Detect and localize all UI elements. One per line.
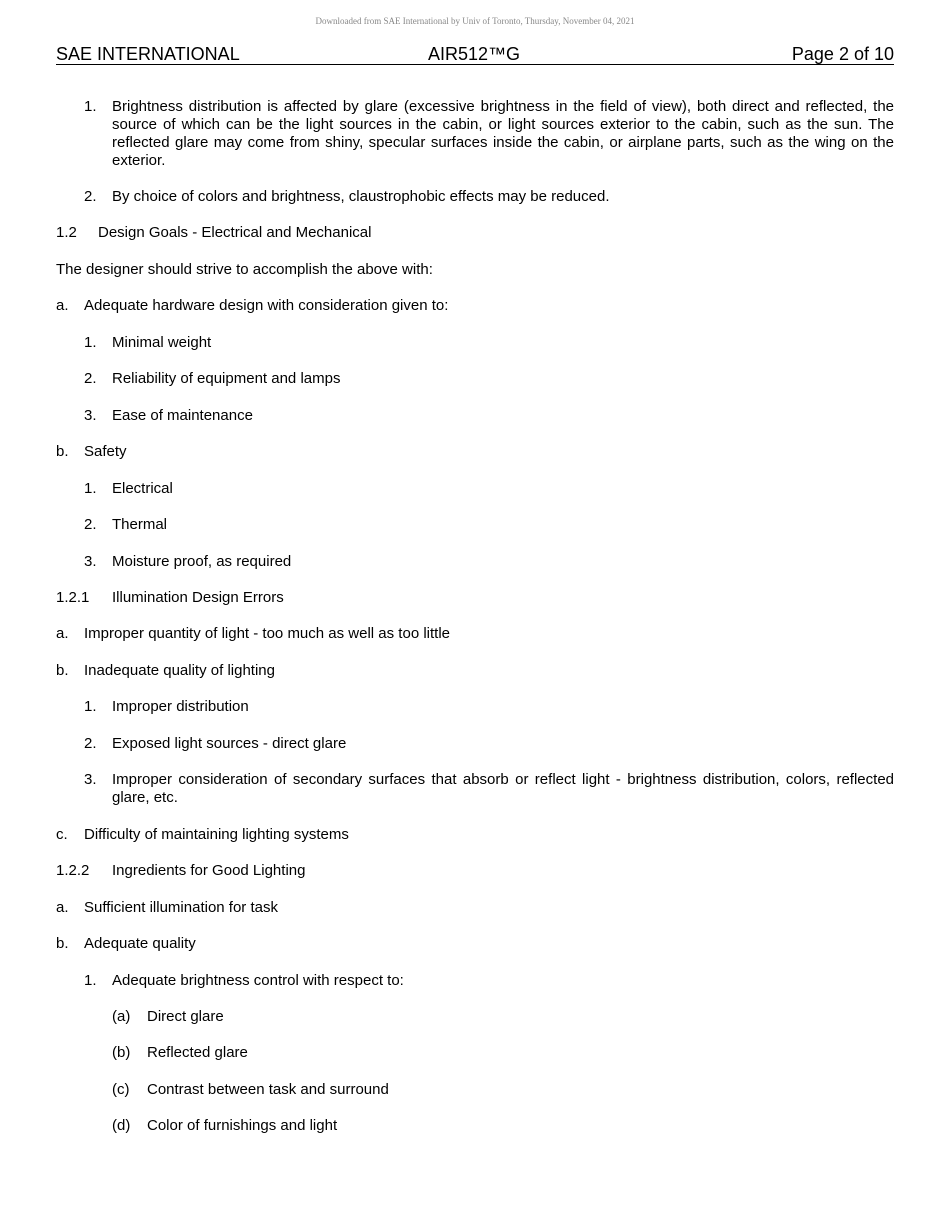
- paragraph-text: The designer should strive to accomplish the above with:: [56, 261, 433, 278]
- list-item-text: Brightness distribution is affected by glare (excessive brightness in the field of view), both direct and reflected, the source of which can be the light sources in the cabin, or light sources exterior to the cabin, such as the sun. The reflected glare may come from shiny, specular surfaces inside the cabin, or airplane parts, such as the wing on the exterior.: [112, 98, 894, 169]
- list-label: 2.: [84, 735, 97, 752]
- header-org: SAE INTERNATIONAL: [56, 44, 240, 64]
- list-item-text: By choice of colors and brightness, claustrophobic effects may be reduced.: [112, 188, 610, 205]
- header-page-number: Page 2 of 10: [791, 44, 894, 64]
- download-watermark: Downloaded from SAE International by Univ of Toronto, Thursday, November 04, 2021: [315, 16, 635, 26]
- list-label: 1.: [84, 698, 97, 715]
- list-label: 2.: [84, 188, 97, 205]
- list-item-text: Direct glare: [147, 1008, 224, 1025]
- list-label: 1.: [84, 972, 97, 989]
- list-label: (d): [112, 1117, 131, 1134]
- section-number: 1.2.1: [56, 589, 90, 606]
- list-label: a.: [56, 899, 69, 916]
- list-label: 1.: [84, 98, 97, 115]
- list-label: (b): [112, 1044, 131, 1061]
- list-label: (c): [112, 1081, 130, 1098]
- list-item-text: Inadequate quality of lighting: [84, 662, 275, 679]
- list-label: b.: [56, 935, 69, 952]
- list-item-text: Ease of maintenance: [112, 407, 253, 424]
- list-item-text: Safety: [84, 443, 127, 460]
- list-item-text: Color of furnishings and light: [147, 1117, 338, 1134]
- list-item-text: Moisture proof, as required: [112, 553, 292, 570]
- section-title: Ingredients for Good Lighting: [112, 862, 306, 879]
- list-item-text: Thermal: [112, 516, 168, 533]
- list-label: b.: [56, 443, 69, 460]
- list-label: a.: [56, 625, 69, 642]
- list-item-text: Improper distribution: [112, 698, 249, 715]
- list-item-text: Improper consideration of secondary surfaces that absorb or reflect light - brightness distribution, colors, reflected glare, etc.: [112, 771, 894, 806]
- list-item-text: Adequate quality: [84, 935, 196, 952]
- list-item-text: Minimal weight: [112, 334, 212, 351]
- list-label: 2.: [84, 370, 97, 387]
- list-label: b.: [56, 662, 69, 679]
- list-item-text: Improper quantity of light - too much as well as too little: [84, 625, 451, 642]
- list-item-text: Contrast between task and surround: [147, 1081, 389, 1098]
- section-title: Illumination Design Errors: [112, 589, 284, 606]
- list-label: 3.: [84, 771, 97, 788]
- list-item-text: Reflected glare: [147, 1044, 248, 1061]
- section-number: 1.2.2: [56, 862, 90, 879]
- list-label: (a): [112, 1008, 131, 1025]
- list-label: 3.: [84, 553, 97, 570]
- section-number: 1.2: [56, 224, 77, 241]
- list-item-text: Electrical: [112, 480, 173, 497]
- list-label: 1.: [84, 334, 97, 351]
- list-item-text: Reliability of equipment and lamps: [112, 370, 341, 387]
- section-title: Design Goals - Electrical and Mechanical: [98, 224, 372, 241]
- list-item-text: Difficulty of maintaining lighting systems: [84, 826, 349, 843]
- header-doc-id: AIR512™G: [428, 44, 521, 64]
- list-label: 2.: [84, 516, 97, 533]
- list-item-text: Adequate brightness control with respect to:: [112, 972, 404, 989]
- list-label: 1.: [84, 480, 97, 497]
- list-item-text: Sufficient illumination for task: [84, 899, 278, 916]
- list-label: a.: [56, 297, 69, 314]
- page-header: [56, 44, 894, 65]
- list-label: 3.: [84, 407, 97, 424]
- list-item-text: Exposed light sources - direct glare: [112, 735, 347, 752]
- list-label: c.: [56, 826, 68, 843]
- list-item-text: Adequate hardware design with consideration given to:: [84, 297, 449, 314]
